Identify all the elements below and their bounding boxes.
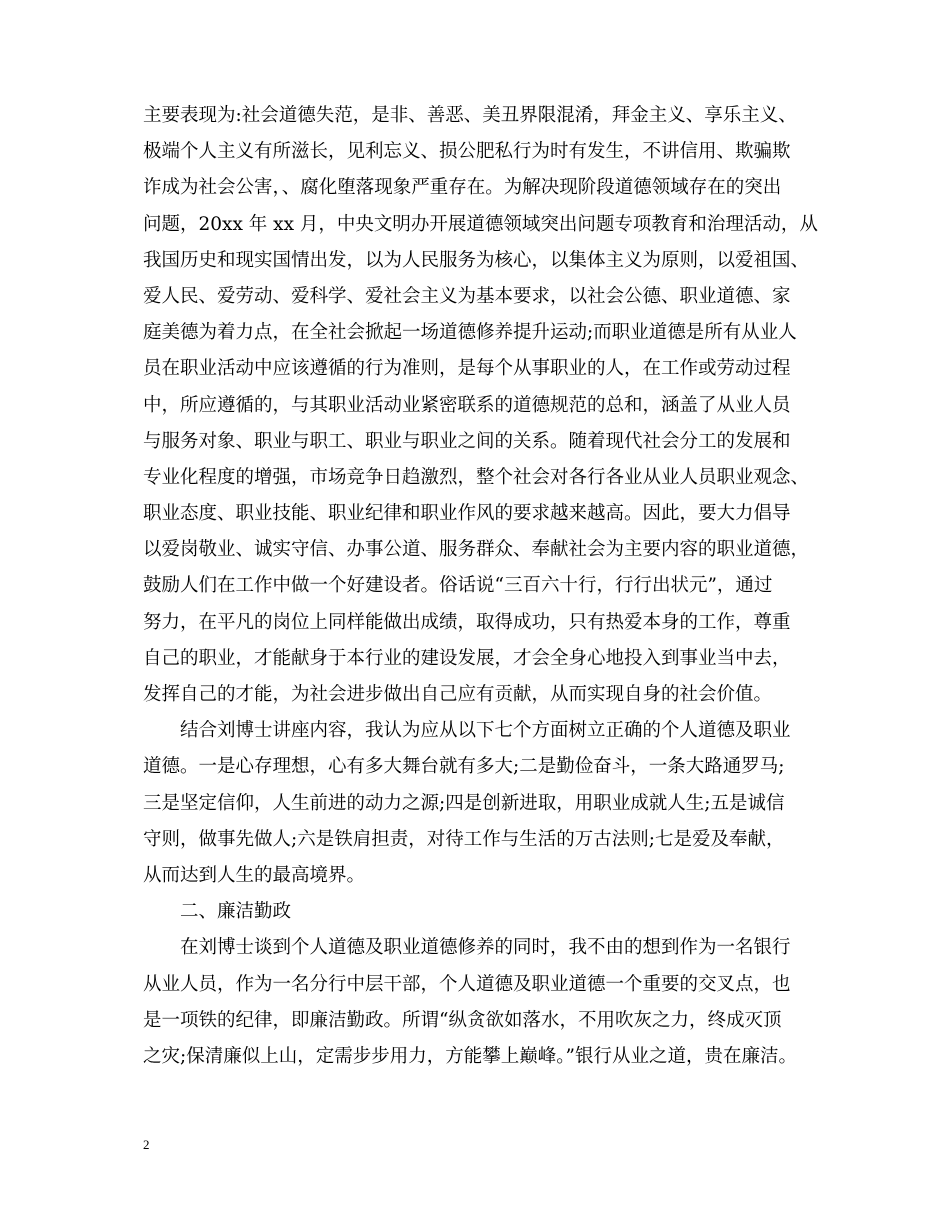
text-line: 守则，做事先做人;六是铁肩担责，对待工作与生活的万古法则;七是爱及奉献， bbox=[143, 828, 785, 850]
paragraph-first-line: 结合刘博士讲座内容，我认为应从以下七个方面树立正确的个人道德及职业 bbox=[180, 720, 791, 742]
text-line: 努力，在平凡的岗位上同样能做出成绩，取得成功，只有热爱本身的工作，尊重 bbox=[143, 611, 791, 633]
text-line: 我国历史和现实国情出发，以为人民服务为核心，以集体主义为原则，以爱祖国、 bbox=[143, 249, 810, 271]
text-line: 主要表现为:社会道德失范，是非、善恶、美丑界限混淆，拜金主义、享乐主义、 bbox=[143, 105, 797, 126]
text-line: 极端个人主义有所滋长，见利忘义、损公肥私行为时有发生，不讲信用、欺骗欺 bbox=[143, 141, 791, 163]
text-line: 从而达到人生的最高境界。 bbox=[143, 864, 366, 886]
text-line: 诈成为社会公害，、腐化堕落现象严重存在。为解决现阶段道德领域存在的突出 bbox=[143, 177, 782, 199]
text-line: 从业人员，作为一名分行中层干部，个人道德及职业道德一个重要的交叉点，也 bbox=[143, 973, 791, 995]
text-line: 爱人民、爱劳动、爱科学、爱社会主义为基本要求，以社会公德、职业道德、家 bbox=[143, 285, 791, 307]
section-heading: 二、廉洁勤政 bbox=[180, 901, 292, 923]
page-number: 2 bbox=[143, 1137, 150, 1152]
text-line: 庭美德为着力点，在全社会掀起一场道德修养提升运动;而职业道德是所有从业人 bbox=[143, 322, 797, 344]
text-line: 鼓励人们在工作中做一个好建设者。俗话说“三百六十行，行行出状元”，通过 bbox=[143, 575, 773, 597]
paragraph-first-line: 在刘博士谈到个人道德及职业道德修养的同时，我不由的想到作为一名银行 bbox=[180, 937, 791, 959]
text-line: 之灾;保清廉似上山，定需步步用力，方能攀上巅峰。”银行从业之道，贵在廉洁。 bbox=[143, 1045, 797, 1067]
text-line: 发挥自己的才能，为社会进步做出自己应有贡献，从而实现自身的社会价值。 bbox=[143, 684, 773, 705]
text-line: 职业态度、职业技能、职业纪律和职业作风的要求越来越高。因此，要大力倡导 bbox=[143, 503, 791, 525]
text-line: 是一项铁的纪律，即廉洁勤政。所谓“纵贪欲如落水，不用吹灰之力，终成灭顶 bbox=[143, 1009, 782, 1031]
text-line: 三是坚定信仰，人生前进的动力之源;四是创新进取，用职业成就人生;五是诚信 bbox=[143, 792, 785, 814]
text-line: 中，所应遵循的，与其职业活动业紧密联系的道德规范的总和，涵盖了从业人员 bbox=[143, 394, 791, 416]
text-line: 道德。一是心存理想，心有多大舞台就有多大;二是勤俭奋斗，一条大路通罗马; bbox=[143, 756, 785, 778]
text-line: 专业化程度的增强，市场竞争日趋激烈，整个社会对各行各业从业人员职业观念、 bbox=[143, 466, 810, 488]
text-line: 自己的职业，才能献身于本行业的建设发展，才会全身心地投入到事业当中去， bbox=[143, 647, 791, 669]
text-line: 与服务对象、职业与职工、职业与职业之间的关系。随着现代社会分工的发展和 bbox=[143, 430, 791, 452]
text-line: 以爱岗敬业、诚实守信、办事公道、服务群众、奉献社会为主要内容的职业道德， bbox=[143, 539, 810, 561]
text-line: 问题，20xx 年 xx 月，中央文明办开展道德领域突出问题专项教育和治理活动，从 bbox=[143, 213, 818, 235]
body-text bbox=[143, 98, 833, 1075]
text-line: 员在职业活动中应该遵循的行为准则，是每个从事职业的人，在工作或劳动过程 bbox=[143, 358, 791, 380]
